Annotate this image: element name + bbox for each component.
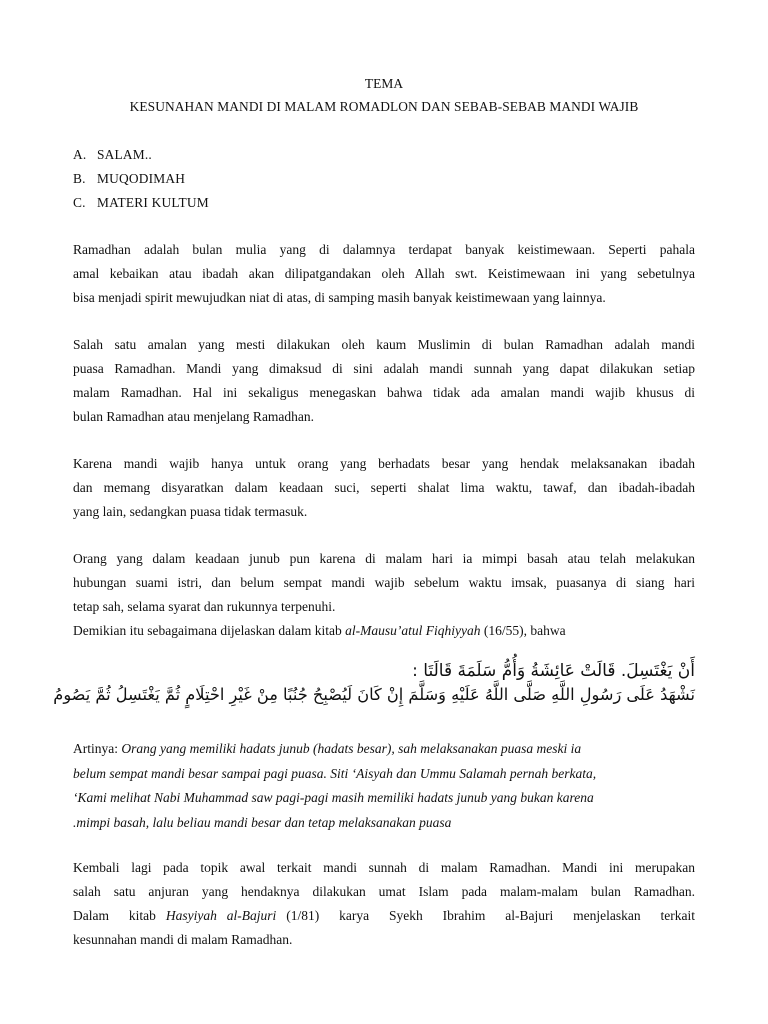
document-title: KESUNAHAN MANDI DI MALAM ROMADLON DAN SEBAB-SEBAB MANDI WAJIB	[129, 99, 639, 114]
translation-line	[73, 786, 673, 811]
book-title: al-Mausu’atul Fiqhiyyah	[345, 623, 481, 638]
paragraph-line: bisa menjadi spirit mewujudkan niat di atas, di samping masih banyak keistimewaan yang lainnya.	[73, 290, 606, 305]
kitab-reference-line	[73, 619, 695, 643]
outline-label: SALAM..	[97, 147, 152, 162]
kitab-reference-line	[73, 904, 695, 928]
outline-item-muqodimah	[73, 171, 185, 187]
tema-heading: TEMA	[364, 76, 404, 91]
translation-text: Orang yang memiliki hadats junub (hadats besar), sah melaksanakan puasa meski ia	[121, 741, 582, 756]
paragraph-5	[73, 856, 695, 952]
paragraph-line: salah satu anjuran yang hendaknya dilakukan umat Islam pada malam-malam bulan Ramadhan.	[73, 884, 695, 899]
outline-item-materi-kultum	[73, 195, 209, 211]
paragraph-line: kesunnahan mandi di malam Ramadhan.	[73, 932, 293, 947]
translation-text: belum sempat mandi besar sampai pagi puasa. Siti ‘Aisyah dan Ummu Salamah pernah berkata,	[73, 765, 597, 781]
translation-prefix: Artinya:	[73, 741, 122, 756]
paragraph-line: malam Ramadhan. Hal ini sekaligus menegaskan bahwa tidak ada amalan mandi wajib khusus di	[73, 385, 695, 400]
paragraph-line: hubungan suami istri, dan belum sempat mandi wajib sebelum waktu imsak, puasanya di siang hari	[73, 575, 695, 590]
arabic-line-2: نَشْهَدُ عَلَى رَسُولِ اللَّهِ صَلَّى اللَّهُ عَلَيْهِ وَسَلَّمَ إِنْ كَانَ لَيُصْبِحُ جُنُبًا مِنْ غَيْرِ احْتِلَامٍ ثُمَّ يَغْتَسِلُ ثُمَّ يَصُومُ	[53, 685, 695, 704]
outline-mark: B.	[73, 171, 86, 186]
paragraph-3	[73, 452, 695, 524]
translation-text: .mimpi basah, lalu beliau mandi besar dan tetap melaksanakan puasa	[73, 814, 452, 830]
outline-item-salam	[73, 147, 152, 163]
reference-text: (16/55), bahwa	[480, 623, 566, 638]
paragraph-line: Orang yang dalam keadaan junub pun karena di malam hari ia mimpi basah atau telah melakukan	[73, 551, 695, 566]
paragraph-line: Ramadhan adalah bulan mulia yang di dalamnya terdapat banyak keistimewaan. Seperti pahala	[73, 242, 695, 257]
book-title: Hasyiyah al-Bajuri	[165, 908, 277, 923]
paragraph-line: yang lain, sedangkan puasa tidak termasuk.	[73, 504, 308, 519]
outline-label: MUQODIMAH	[97, 171, 186, 186]
paragraph-line: puasa Ramadhan. Mandi yang dimaksud di sini adalah mandi sunnah yang dapat dilakukan setiap	[73, 361, 695, 376]
paragraph-line: Karena mandi wajib hanya untuk orang yang berhadats besar yang hendak melaksanakan ibadah	[73, 456, 695, 471]
paragraph-line: dan memang disyaratkan dalam keadaan suci, seperti shalat lima waktu, tawaf, dan ibadah-ibadah	[73, 480, 695, 495]
paragraph-line: tetap sah, selama syarat dan rukunnya terpenuhi.	[73, 599, 336, 614]
reference-text: Dalam kitab	[73, 908, 166, 923]
paragraph-1	[73, 238, 695, 310]
translation-line	[73, 762, 673, 787]
translation-text: ‘Kami melihat Nabi Muhammad saw pagi-pagi masih memiliki hadats junub yang bukan karena	[73, 790, 594, 805]
outline-label: MATERI KULTUM	[97, 195, 209, 210]
translation-line	[73, 737, 673, 762]
arabic-line-1: أَنْ يَغْتَسِلَ. قَالَتْ عَائِشَةُ وَأُمُّ سَلَمَةَ قَالَتَا :	[412, 661, 695, 681]
paragraph-2	[73, 333, 695, 429]
reference-text: (1/81) karya Syekh Ibrahim al-Bajuri menjelaskan terkait	[276, 908, 695, 923]
paragraph-line: Salah satu amalan yang mesti dilakukan oleh kaum Muslimin di bulan Ramadhan adalah mandi	[73, 337, 695, 352]
translation-block	[73, 737, 673, 835]
paragraph-4	[73, 547, 695, 643]
paragraph-line: bulan Ramadhan atau menjelang Ramadhan.	[73, 409, 315, 424]
paragraph-line: Kembali lagi pada topik awal terkait mandi sunnah di malam Ramadhan. Mandi ini merupakan	[73, 860, 695, 875]
reference-text: Demikian itu sebagaimana dijelaskan dalam kitab	[73, 623, 346, 638]
paragraph-line: amal kebaikan atau ibadah akan dilipatgandakan oleh Allah swt. Keistimewaan ini yang sebetulnya	[73, 266, 695, 281]
outline-mark: C.	[73, 195, 86, 210]
outline-mark: A.	[73, 147, 87, 162]
translation-line	[73, 811, 673, 836]
